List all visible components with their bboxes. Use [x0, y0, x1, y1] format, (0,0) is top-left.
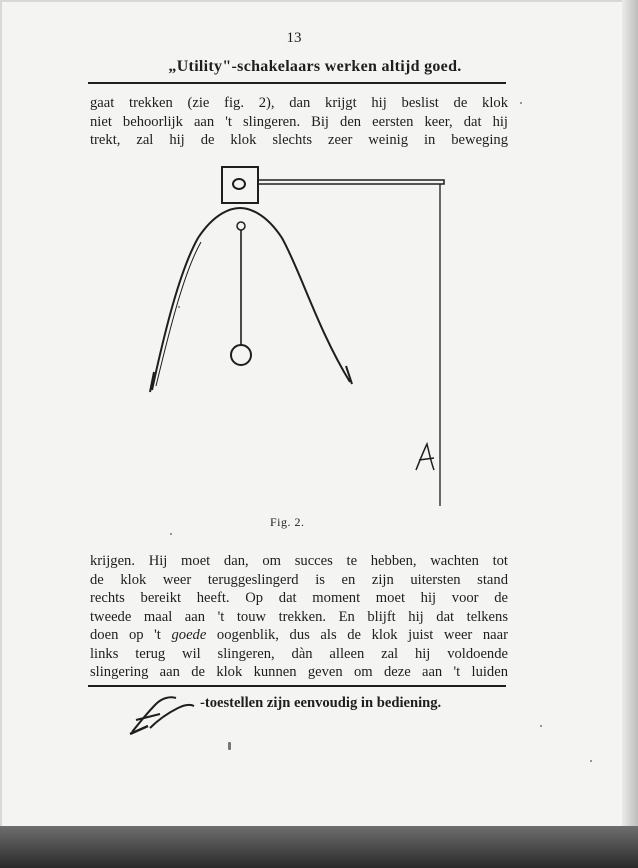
scan-speck: [590, 760, 592, 762]
text-line: trekt, zal hij de klok slechts zeer weinig in beweging: [90, 132, 508, 148]
footer-slogan: [126, 692, 486, 752]
footer-rule: [88, 685, 506, 687]
scan-edge-bottom: [0, 826, 638, 868]
text-line: tweede maal aan 't touw trekken. En blijft hij dat telkens: [90, 608, 508, 625]
text-line: [90, 626, 508, 645]
header-rule: [88, 82, 506, 84]
text-line: krijgen. Hij moet dan, om succes te hebben, wachten tot: [90, 553, 508, 569]
scan-edge-right: [622, 0, 638, 868]
footer-text: -toestellen zijn eenvoudig in bediening.: [200, 695, 442, 711]
scan-speck: [178, 306, 180, 308]
scan-speck: [520, 102, 522, 104]
clapper-ball: [231, 345, 251, 365]
clapper-hook: [237, 222, 245, 230]
scan-speck: [228, 742, 231, 750]
text-line: links terug wil slingeren, dàn alleen zal hij voldoende: [90, 645, 508, 662]
text-line: rechts bereikt heeft. Op dat moment moet hij voor de: [90, 590, 508, 606]
bell-diagram: [140, 160, 460, 510]
page-number: 13: [286, 30, 302, 46]
bell-outline: [152, 208, 350, 390]
text-line: de klok weer teruggeslingerd is en zijn uitersten stand: [90, 571, 508, 588]
label-a-glyph: [416, 444, 434, 470]
bell-mount: [222, 167, 258, 203]
scan-speck: [540, 725, 542, 727]
lever-arm: [258, 180, 444, 184]
text-fragment: doen op 't: [90, 627, 172, 643]
paragraph-bottom: [90, 552, 508, 682]
text-line: niet behoorlijk aan 't slingeren. Bij den eersten keer, dat hij: [90, 113, 508, 130]
text-line: gaat trekken (zie fig. 2), dan krijgt hij beslist de klok: [90, 95, 508, 111]
text-fragment: oogenblik, dus als de klok juist weer naar: [206, 627, 509, 643]
bell-outline-inner: [156, 242, 201, 386]
text-line: slingering aan de klok kunnen geven om deze aan 't luiden: [90, 664, 508, 680]
scan-speck: [170, 533, 172, 535]
paragraph-top: [90, 94, 508, 150]
header-slogan: „Utility"-schakelaars werken altijd goed.: [168, 58, 462, 75]
emphasized-word: goede: [171, 627, 207, 643]
figure-caption: Fig. 2.: [270, 515, 305, 529]
mount-hole: [233, 179, 245, 189]
etakem-logo: [126, 692, 198, 738]
